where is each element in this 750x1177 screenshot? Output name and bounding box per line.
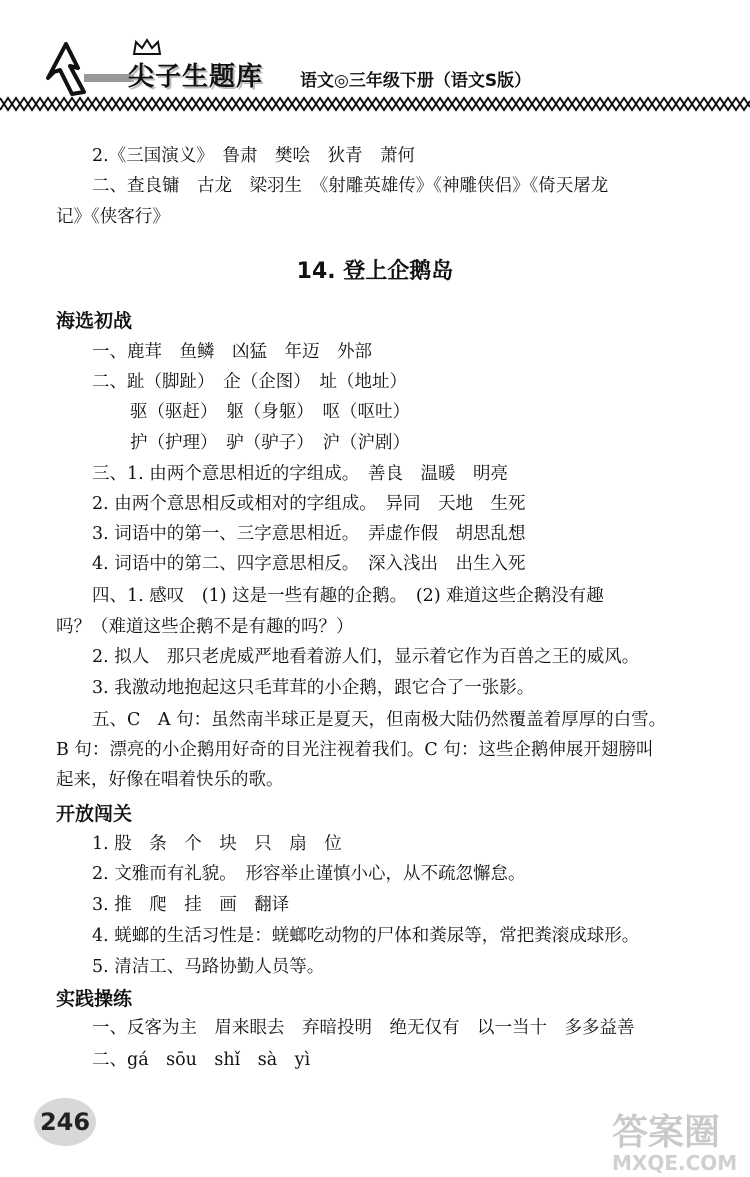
answer-line: 二、gá sōu shǐ sà yì	[92, 1050, 311, 1070]
answer-line: 4. 蜣螂的生活习性是：蜣螂吃动物的尸体和粪尿等，常把粪滚成球形。	[92, 926, 640, 946]
answer-line: 2. 拟人 那只老虎威严地看着游人们，显示着它作为百兽之王的威风。	[92, 647, 640, 667]
section-heading: 实践操练	[56, 988, 133, 1010]
book-subject: 语文◎三年级下册（语文S版）	[300, 71, 532, 91]
watermark	[612, 1104, 737, 1175]
watermark-url: MXQE.COM	[612, 1151, 738, 1175]
answer-line: 2. 文雅而有礼貌。 形容举止谨慎小心，从不疏忽懈怠。	[92, 864, 526, 884]
answer-line: 2. 由两个意思相反或相对的字组成。 异同 天地 生死	[92, 494, 526, 514]
answer-line: 3. 我激动地抱起这只毛茸茸的小企鹅，跟它合了一张影。	[92, 678, 535, 698]
watermark-logo: 答案圈	[612, 1112, 721, 1153]
answer-line: 三、1. 由两个意思相近的字组成。 善良 温暖 明亮	[92, 464, 509, 484]
crown-icon	[132, 38, 162, 56]
answer-line: 一、鹿茸 鱼鳞 凶猛 年迈 外部	[92, 342, 372, 362]
arrow-icon	[44, 38, 134, 98]
answer-line: 5. 清洁工、马路协勤人员等。	[92, 957, 325, 977]
answer-line: 四、1. 感叹 (1) 这是一些有趣的企鹅。 (2) 难道这些企鹅没有趣	[92, 586, 604, 606]
brand-logo-text: 尖子生题库	[128, 62, 264, 92]
answer-line: 记》《侠客行》	[56, 207, 170, 227]
answer-line: 4. 词语中的第二、四字意思相反。 深入浅出 出生入死	[92, 554, 526, 574]
answer-line: 五、C A 句：虽然南半球正是夏天，但南极大陆仍然覆盖着厚厚的白雪。	[92, 710, 667, 730]
zigzag-divider	[0, 96, 750, 112]
answer-line: 护（护理） 驴（驴子） 沪（沪剧）	[130, 433, 410, 453]
page-header	[0, 0, 750, 120]
section-heading: 开放闯关	[56, 803, 133, 825]
answer-line: 起来，好像在唱着快乐的歌。	[56, 770, 284, 790]
answer-line: 二、趾（脚趾） 企（企图） 址（地址）	[92, 372, 407, 392]
answer-line: 2.《三国演义》 鲁肃 樊哙 狄青 萧何	[92, 146, 415, 166]
answer-line: 二、查良镛 古龙 梁羽生 《射雕英雄传》《神雕侠侣》《倚天屠龙	[92, 176, 609, 196]
answer-line: B 句：漂亮的小企鹅用好奇的目光注视着我们。C 句：这些企鹅伸展开翅膀叫	[56, 740, 654, 760]
answer-line: 3. 推 爬 挂 画 翻译	[92, 895, 290, 915]
page-number: 246	[34, 1098, 96, 1146]
answer-line: 3. 词语中的第一、三字意思相近。 弄虚作假 胡思乱想	[92, 524, 526, 544]
answer-line: 吗？（难道这些企鹅不是有趣的吗？）	[56, 617, 354, 637]
lesson-title: 14. 登上企鹅岛	[296, 259, 454, 284]
answer-line: 一、反客为主 眉来眼去 弃暗投明 绝无仅有 以一当十 多多益善	[92, 1018, 635, 1038]
section-heading: 海选初战	[56, 310, 133, 332]
answer-line: 驱（驱赶） 躯（身躯） 呕（呕吐）	[130, 402, 410, 422]
answer-line: 1. 股 条 个 块 只 扇 位	[92, 834, 342, 854]
